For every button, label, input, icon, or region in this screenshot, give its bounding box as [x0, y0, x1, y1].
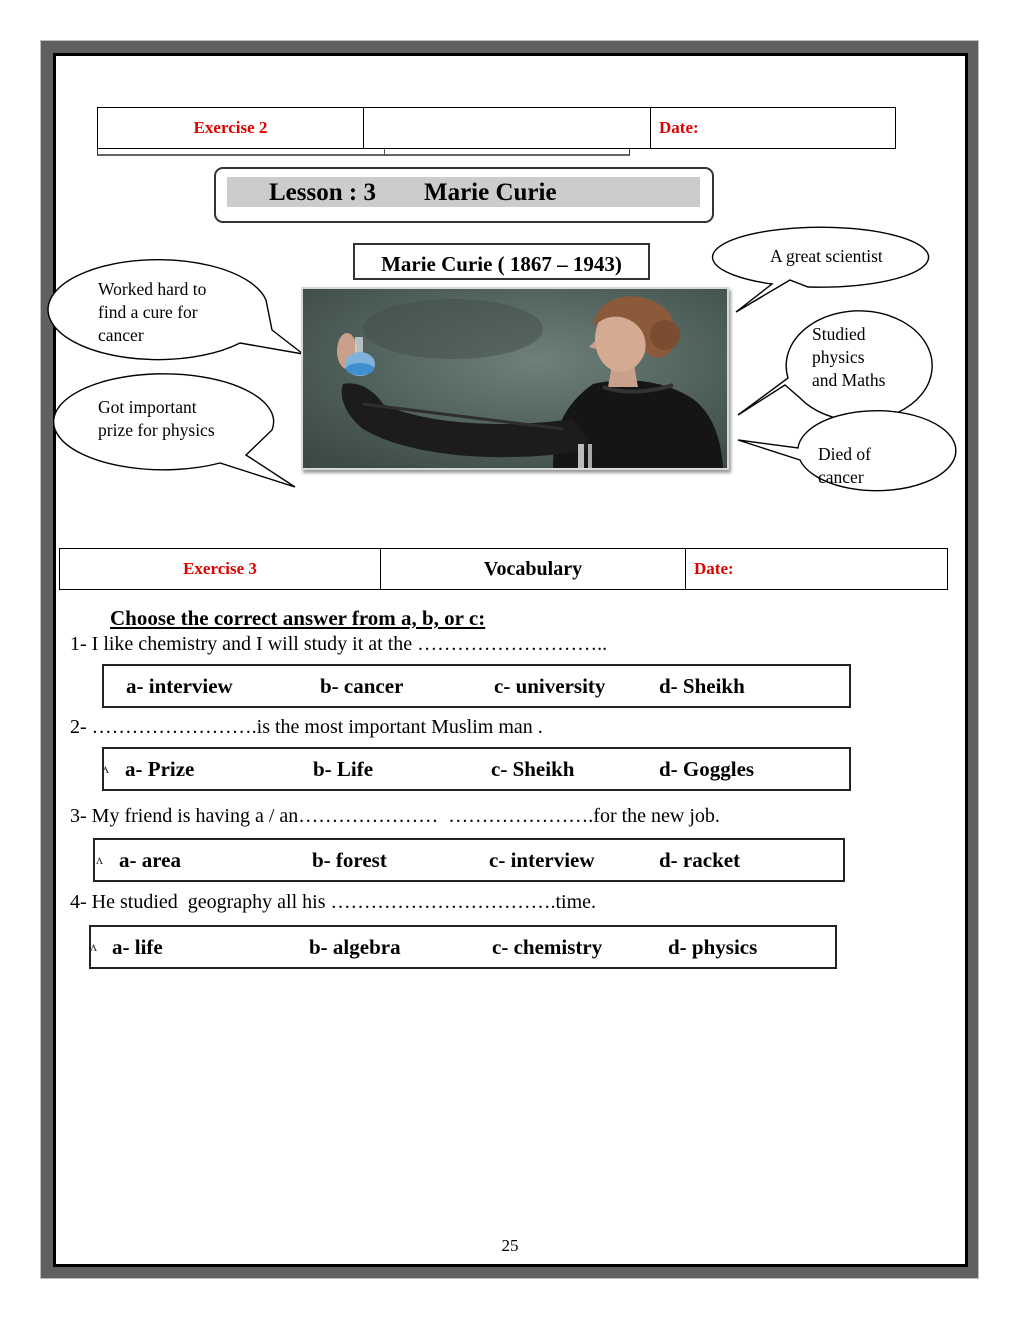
bubble-worked-hard-line: Worked hard to	[98, 279, 207, 299]
exercise2-label: Exercise 2	[193, 118, 268, 137]
question-4-option-b[interactable]: b- algebra	[309, 935, 401, 959]
bubble-prize	[98, 396, 215, 442]
question-2-text: 2- …………………….is the most important Muslim man .	[70, 716, 543, 738]
question-1-option-a[interactable]: a- interview	[126, 674, 233, 698]
exercise3-date-label: Date:	[694, 559, 734, 578]
exercise3-topic: Vocabulary	[483, 557, 583, 580]
marie-curie-illustration	[303, 289, 727, 468]
question-3-text: 3- My friend is having a / an………………… ………………….for the new job.	[70, 805, 720, 827]
bubble-studied-line: and Maths	[812, 370, 886, 390]
question-2-option-b[interactable]: b- Life	[313, 757, 374, 781]
question-4-options	[89, 925, 837, 969]
bubble-studied-line: physics	[812, 347, 865, 367]
artifact-glyph: ʌ	[102, 762, 109, 777]
page-number: 25	[501, 1236, 519, 1255]
exercise3-label-cell	[60, 549, 381, 590]
bubble-worked-hard-line: find a cure for	[98, 302, 198, 322]
question-3-option-a[interactable]: a- area	[119, 848, 182, 872]
bubble-scientist	[770, 245, 883, 268]
question-2-options	[102, 747, 851, 791]
exercise2-date-label: Date:	[659, 118, 699, 137]
portrait-photo	[301, 287, 729, 470]
question-4-option-a[interactable]: a- life	[112, 935, 163, 959]
question-1-option-d[interactable]: d- Sheikh	[659, 674, 745, 698]
bubble-worked-hard	[98, 278, 206, 347]
question-2-option-a[interactable]: a- Prize	[125, 757, 195, 781]
lesson-name: Marie Curie	[423, 179, 557, 206]
exercise3-instruction: Choose the correct answer from a, b, or c:	[110, 606, 486, 630]
question-4-option-d[interactable]: d- physics	[668, 935, 758, 959]
artifact-glyph: ʌ	[96, 853, 103, 868]
exercise3-label: Exercise 3	[183, 559, 257, 578]
question-4-text: 4- He studied geography all his …………………………….time.	[70, 891, 597, 913]
question-2-option-d[interactable]: d- Goggles	[659, 757, 755, 781]
question-3-option-b[interactable]: b- forest	[312, 848, 387, 872]
exercise3-header-table	[59, 548, 948, 590]
bubble-died-line: Died of	[818, 444, 871, 464]
portrait-caption: Marie Curie ( 1867 – 1943)	[353, 243, 650, 280]
question-1-option-b[interactable]: b- cancer	[320, 674, 404, 698]
bubble-prize-line: Got important	[98, 397, 197, 417]
question-1-text: 1- I like chemistry and I will study it at the ………………………..	[70, 633, 608, 655]
question-3-options	[93, 838, 845, 882]
exercise3-date-cell	[686, 549, 948, 590]
bubble-worked-hard-line: cancer	[98, 325, 144, 345]
bubble-scientist-line: A great scientist	[770, 246, 883, 266]
artifact-glyph: ʌ	[90, 940, 97, 955]
question-2-option-c[interactable]: c- Sheikh	[491, 757, 575, 781]
bubble-died	[818, 443, 871, 489]
bubble-died-line: cancer	[818, 467, 864, 487]
bubble-prize-line: prize for physics	[98, 420, 215, 440]
question-1-option-c[interactable]: c- university	[494, 674, 606, 698]
bubble-studied	[812, 323, 885, 392]
lesson-number: Lesson : 3	[269, 179, 376, 206]
bubble-studied-line: Studied	[812, 324, 866, 344]
bubble-scientist-shape	[713, 227, 929, 312]
exercise3-topic-cell	[381, 549, 686, 590]
question-3-option-d[interactable]: d- racket	[659, 848, 741, 872]
question-4-option-c[interactable]: c- chemistry	[492, 935, 603, 959]
question-3-option-c[interactable]: c- interview	[489, 848, 595, 872]
question-1-options	[102, 664, 851, 708]
